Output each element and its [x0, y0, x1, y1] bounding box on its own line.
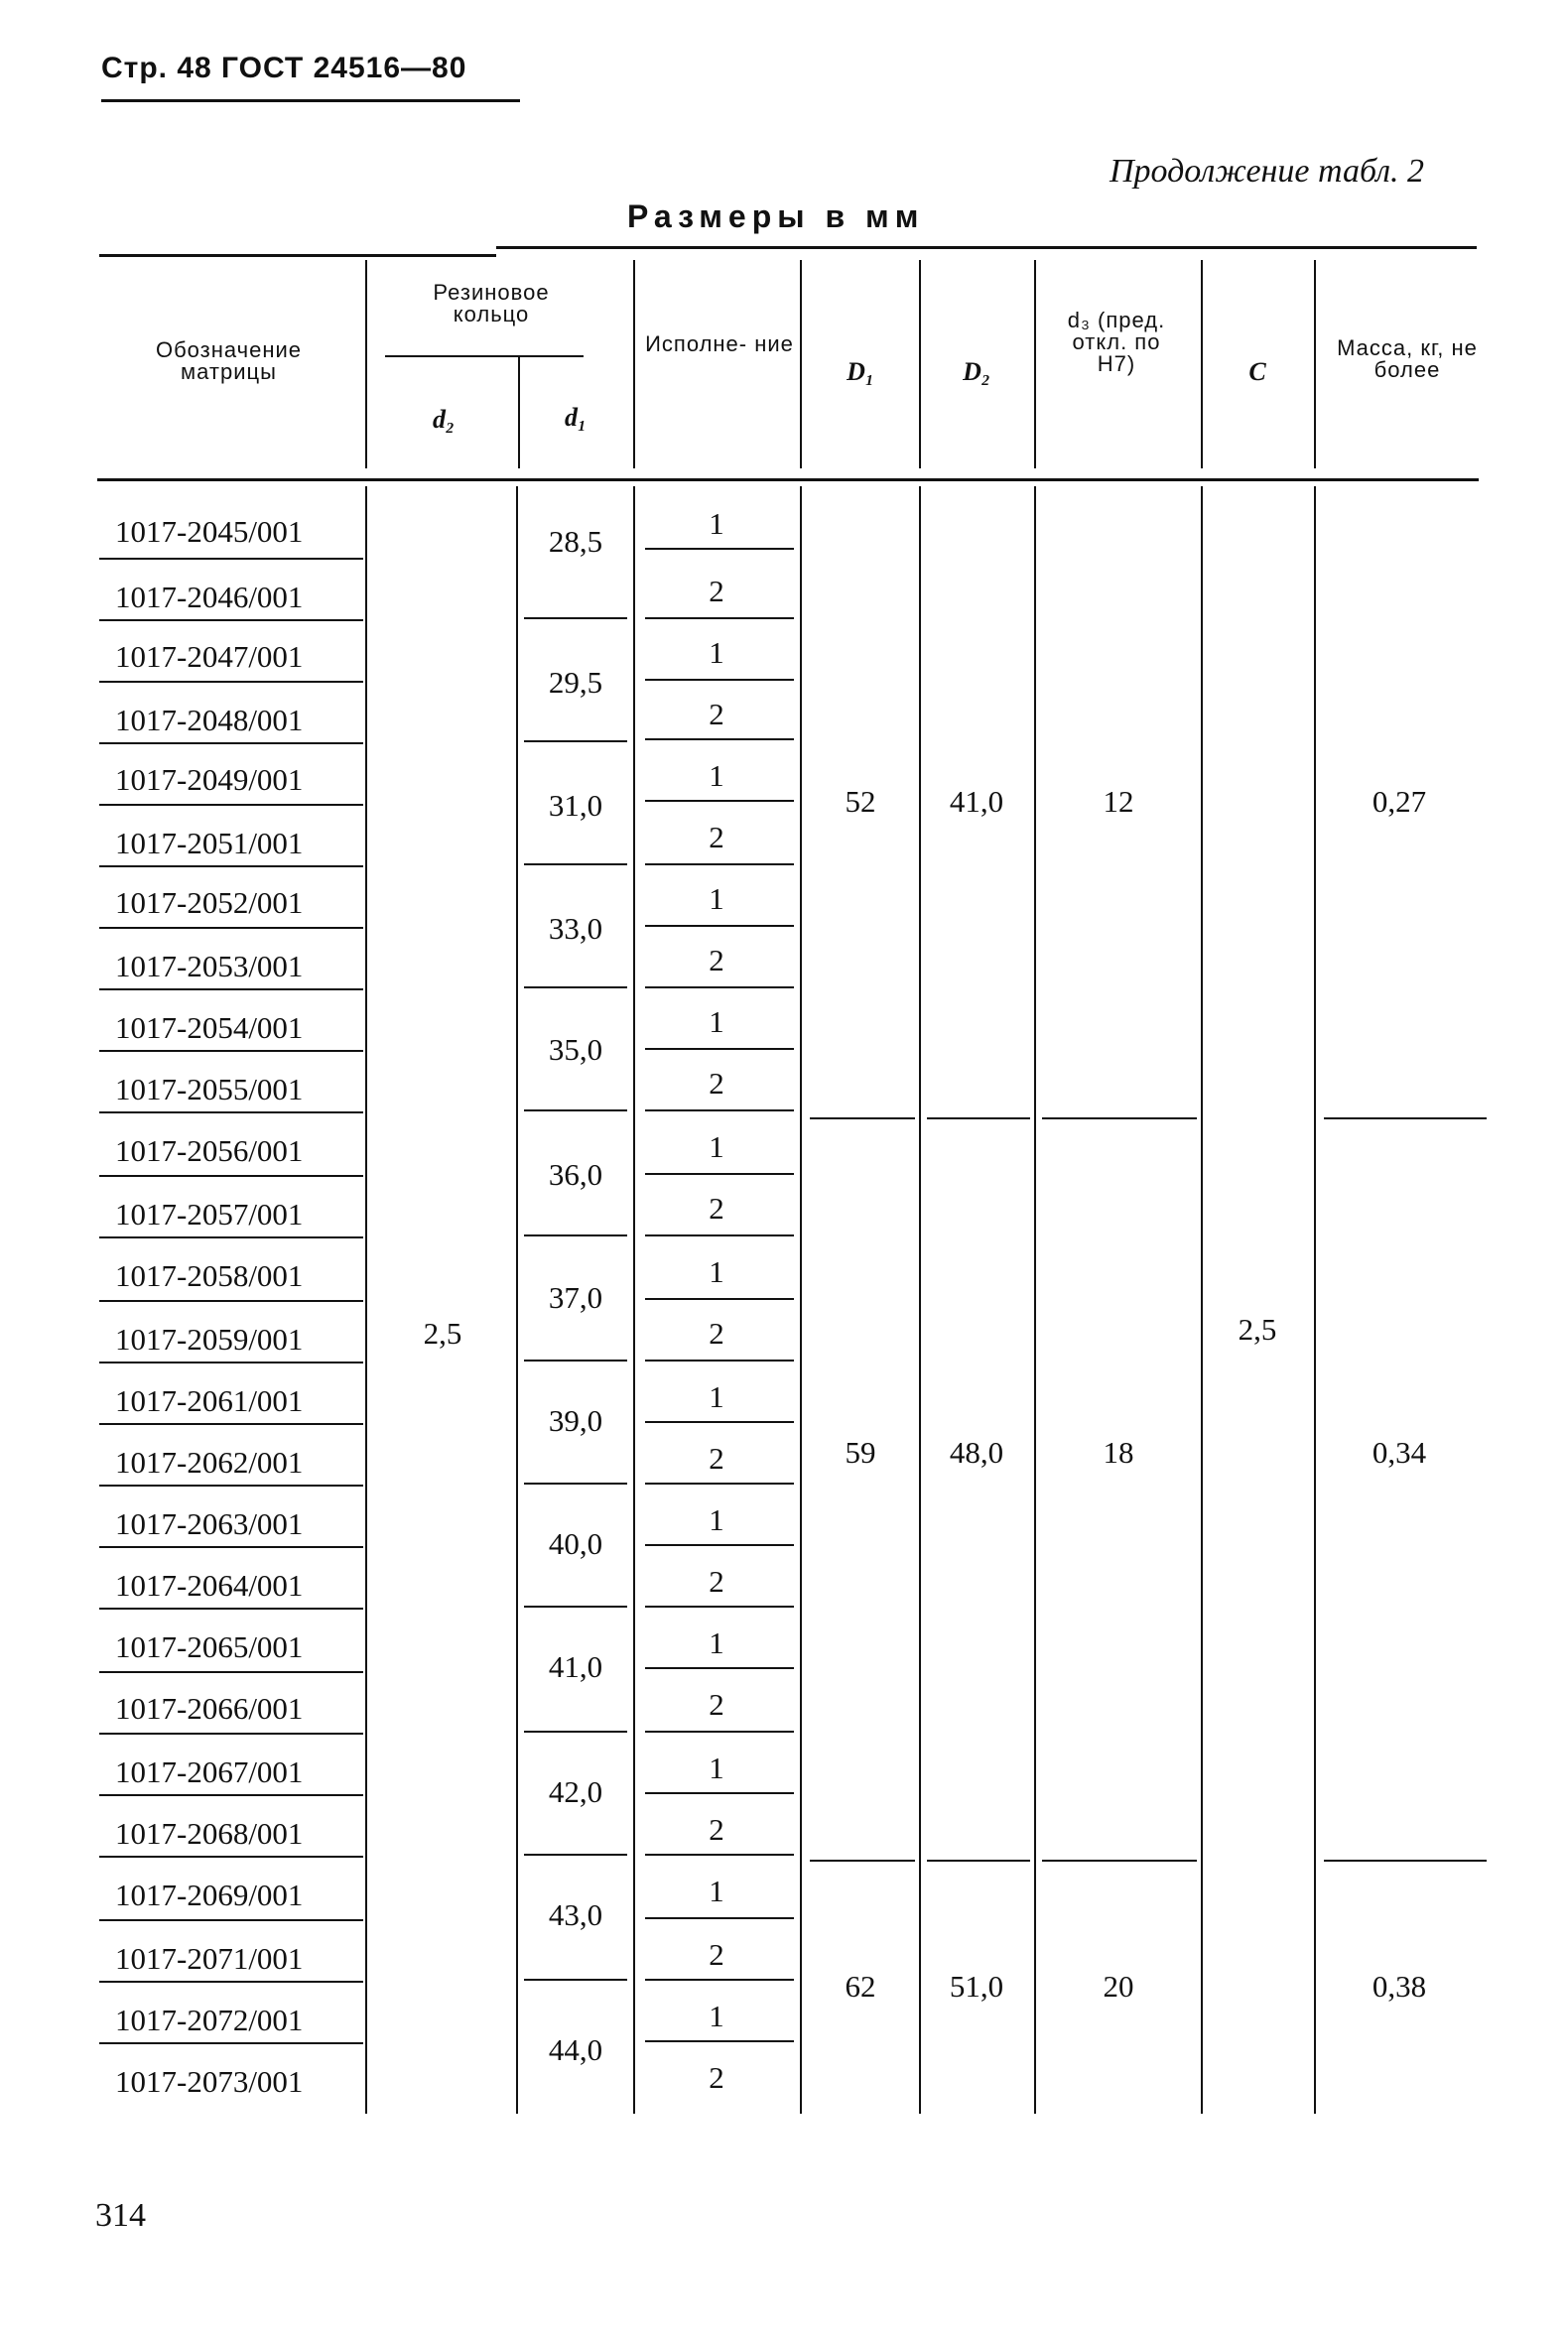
header-top-rule-left	[99, 254, 496, 257]
header-designation: Обозначение матрицы	[155, 337, 303, 384]
variant-cell: 2	[709, 2060, 724, 2095]
header-ring: Резиновое кольцо	[433, 280, 550, 326]
page-number: 314	[95, 2197, 146, 2234]
designation-cell: 1017-2059/001	[115, 1322, 304, 1357]
D2-cell: 51,0	[949, 1969, 1004, 2004]
header-d3: d₃ (пред. откл. по Н7)	[1067, 308, 1166, 376]
variant-cell: 2	[709, 1316, 724, 1351]
designation-cell: 1017-2049/001	[115, 762, 304, 797]
designation-cell: 1017-2052/001	[115, 885, 304, 920]
running-head-rule	[101, 99, 520, 102]
designation-cell: 1017-2056/001	[115, 1133, 304, 1168]
variant-cell: 2	[709, 697, 724, 731]
d1-cell: 43,0	[548, 1897, 603, 1932]
d1-cell: 35,0	[548, 1032, 603, 1067]
d1-cell: 36,0	[548, 1157, 603, 1192]
header-bottom-rule	[97, 478, 1479, 481]
D1-cell: 52	[845, 784, 876, 819]
variant-cell: 1	[709, 1874, 724, 1908]
variant-cell: 1	[709, 1254, 724, 1289]
header-top-rule	[496, 246, 1477, 249]
header-mass: Масса, кг, не более	[1337, 335, 1478, 382]
variant-cell: 2	[709, 1937, 724, 1972]
units-caption: Размеры в мм	[627, 198, 925, 234]
d1-cell: 40,0	[548, 1526, 603, 1561]
designation-cell: 1017-2064/001	[115, 1568, 304, 1603]
variant-cell: 2	[709, 943, 724, 977]
variant-cell: 2	[709, 1441, 724, 1476]
designation-cell: 1017-2048/001	[115, 703, 304, 737]
C-value: 2,5	[1238, 1312, 1277, 1347]
designation-cell: 1017-2067/001	[115, 1754, 304, 1789]
mass-cell: 0,34	[1372, 1435, 1427, 1470]
variant-cell: 1	[709, 1379, 724, 1414]
header-d2: d₂	[432, 405, 456, 434]
designation-cell: 1017-2054/001	[115, 1010, 304, 1045]
header-d1: d₁	[564, 403, 588, 432]
designation-cell: 1017-2055/001	[115, 1072, 304, 1106]
designation-cell: 1017-2045/001	[115, 514, 304, 549]
variant-cell: 1	[709, 1129, 724, 1164]
variant-cell: 2	[709, 1066, 724, 1101]
d1-cell: 39,0	[548, 1403, 603, 1438]
header-D1: D₁	[847, 357, 874, 386]
designation-cell: 1017-2071/001	[115, 1941, 304, 1976]
designation-cell: 1017-2069/001	[115, 1878, 304, 1912]
d1-cell: 37,0	[548, 1280, 603, 1315]
D2-cell: 48,0	[949, 1435, 1004, 1470]
D1-cell: 62	[845, 1969, 876, 2004]
d1-cell: 33,0	[548, 911, 603, 946]
designation-cell: 1017-2065/001	[115, 1629, 304, 1664]
d1-cell: 41,0	[548, 1649, 603, 1684]
d2-value: 2,5	[423, 1316, 462, 1351]
designation-cell: 1017-2051/001	[115, 826, 304, 860]
header-ring-rule	[385, 355, 584, 357]
variant-cell: 2	[709, 820, 724, 854]
designation-cell: 1017-2062/001	[115, 1445, 304, 1480]
variant-cell: 1	[709, 1502, 724, 1537]
variant-cell: 2	[709, 1812, 724, 1847]
variant-cell: 2	[709, 1564, 724, 1599]
designation-cell: 1017-2068/001	[115, 1816, 304, 1851]
d1-cell: 29,5	[548, 665, 603, 700]
variant-cell: 1	[709, 1004, 724, 1039]
designation-cell: 1017-2066/001	[115, 1691, 304, 1726]
d3-cell: 18	[1103, 1435, 1134, 1470]
variant-cell: 1	[709, 506, 724, 541]
d1-cell: 28,5	[548, 524, 603, 559]
d3-cell: 20	[1103, 1969, 1134, 2004]
variant-cell: 1	[709, 881, 724, 916]
d1-cell: 44,0	[548, 2032, 603, 2067]
running-head: Стр. 48 ГОСТ 24516—80	[101, 52, 467, 84]
designation-cell: 1017-2072/001	[115, 2003, 304, 2037]
d3-cell: 12	[1103, 784, 1134, 819]
designation-cell: 1017-2046/001	[115, 580, 304, 614]
d1-cell: 42,0	[548, 1774, 603, 1809]
variant-cell: 2	[709, 1687, 724, 1722]
variant-cell: 1	[709, 758, 724, 793]
designation-cell: 1017-2061/001	[115, 1383, 304, 1418]
designation-cell: 1017-2058/001	[115, 1258, 304, 1293]
designation-cell: 1017-2063/001	[115, 1506, 304, 1541]
designation-cell: 1017-2073/001	[115, 2064, 304, 2099]
mass-cell: 0,38	[1372, 1969, 1427, 2004]
designation-cell: 1017-2057/001	[115, 1197, 304, 1232]
variant-cell: 2	[709, 574, 724, 608]
variant-cell: 1	[709, 1625, 724, 1660]
variant-cell: 2	[709, 1191, 724, 1226]
designation-cell: 1017-2047/001	[115, 639, 304, 674]
variant-cell: 1	[709, 635, 724, 670]
variant-cell: 1	[709, 1999, 724, 2033]
D2-cell: 41,0	[949, 784, 1004, 819]
D1-cell: 59	[845, 1435, 876, 1470]
designation-cell: 1017-2053/001	[115, 949, 304, 983]
mass-cell: 0,27	[1372, 784, 1427, 819]
variant-cell: 1	[709, 1751, 724, 1785]
header-D2: D₂	[963, 357, 990, 386]
d1-cell: 31,0	[548, 788, 603, 823]
header-C: C	[1248, 357, 1266, 386]
header-variant: Исполне- ние	[645, 331, 794, 356]
continuation-label: Продолжение табл. 2	[1110, 153, 1425, 190]
